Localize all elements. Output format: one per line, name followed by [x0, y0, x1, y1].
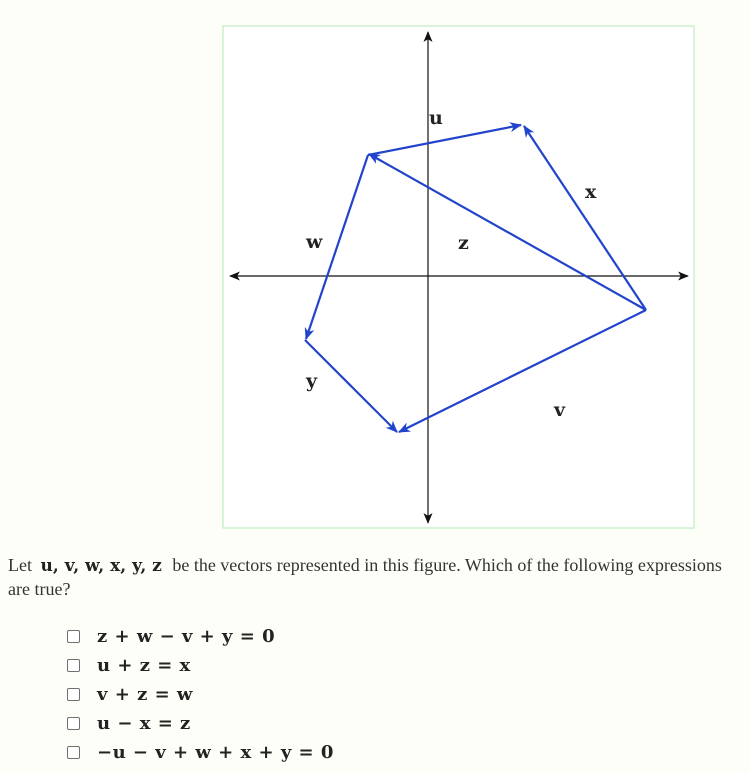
option-4-expression: u − x = z — [97, 713, 191, 734]
option-3-expression: v + z = w — [97, 684, 193, 705]
question-text — [8, 554, 728, 601]
option-4[interactable] — [67, 709, 334, 738]
label-w: w — [306, 231, 323, 253]
option-5-expression: −u − v + w + x + y = 0 — [97, 742, 334, 763]
option-5[interactable] — [67, 738, 334, 767]
option-2-expression: u + z = x — [97, 655, 191, 676]
option-2[interactable] — [67, 651, 334, 680]
label-z: z — [458, 232, 469, 254]
option-1-expression: z + w − v + y = 0 — [97, 626, 276, 647]
question-prefix: Let — [8, 555, 32, 575]
option-3-checkbox[interactable] — [67, 688, 80, 701]
option-4-checkbox[interactable] — [67, 717, 80, 730]
question-vectors: u, v, w, x, y, z — [40, 556, 162, 576]
question-suffix: be the vectors represented in this figure. Which of the following expressions are true? — [8, 555, 722, 599]
label-v: v — [554, 399, 566, 421]
answer-options — [67, 622, 334, 767]
label-y: y — [306, 370, 318, 392]
option-3[interactable] — [67, 680, 334, 709]
option-1[interactable] — [67, 622, 334, 651]
label-u: u — [429, 107, 443, 129]
option-5-checkbox[interactable] — [67, 746, 80, 759]
label-x: x — [585, 181, 597, 203]
option-1-checkbox[interactable] — [67, 630, 80, 643]
option-2-checkbox[interactable] — [67, 659, 80, 672]
